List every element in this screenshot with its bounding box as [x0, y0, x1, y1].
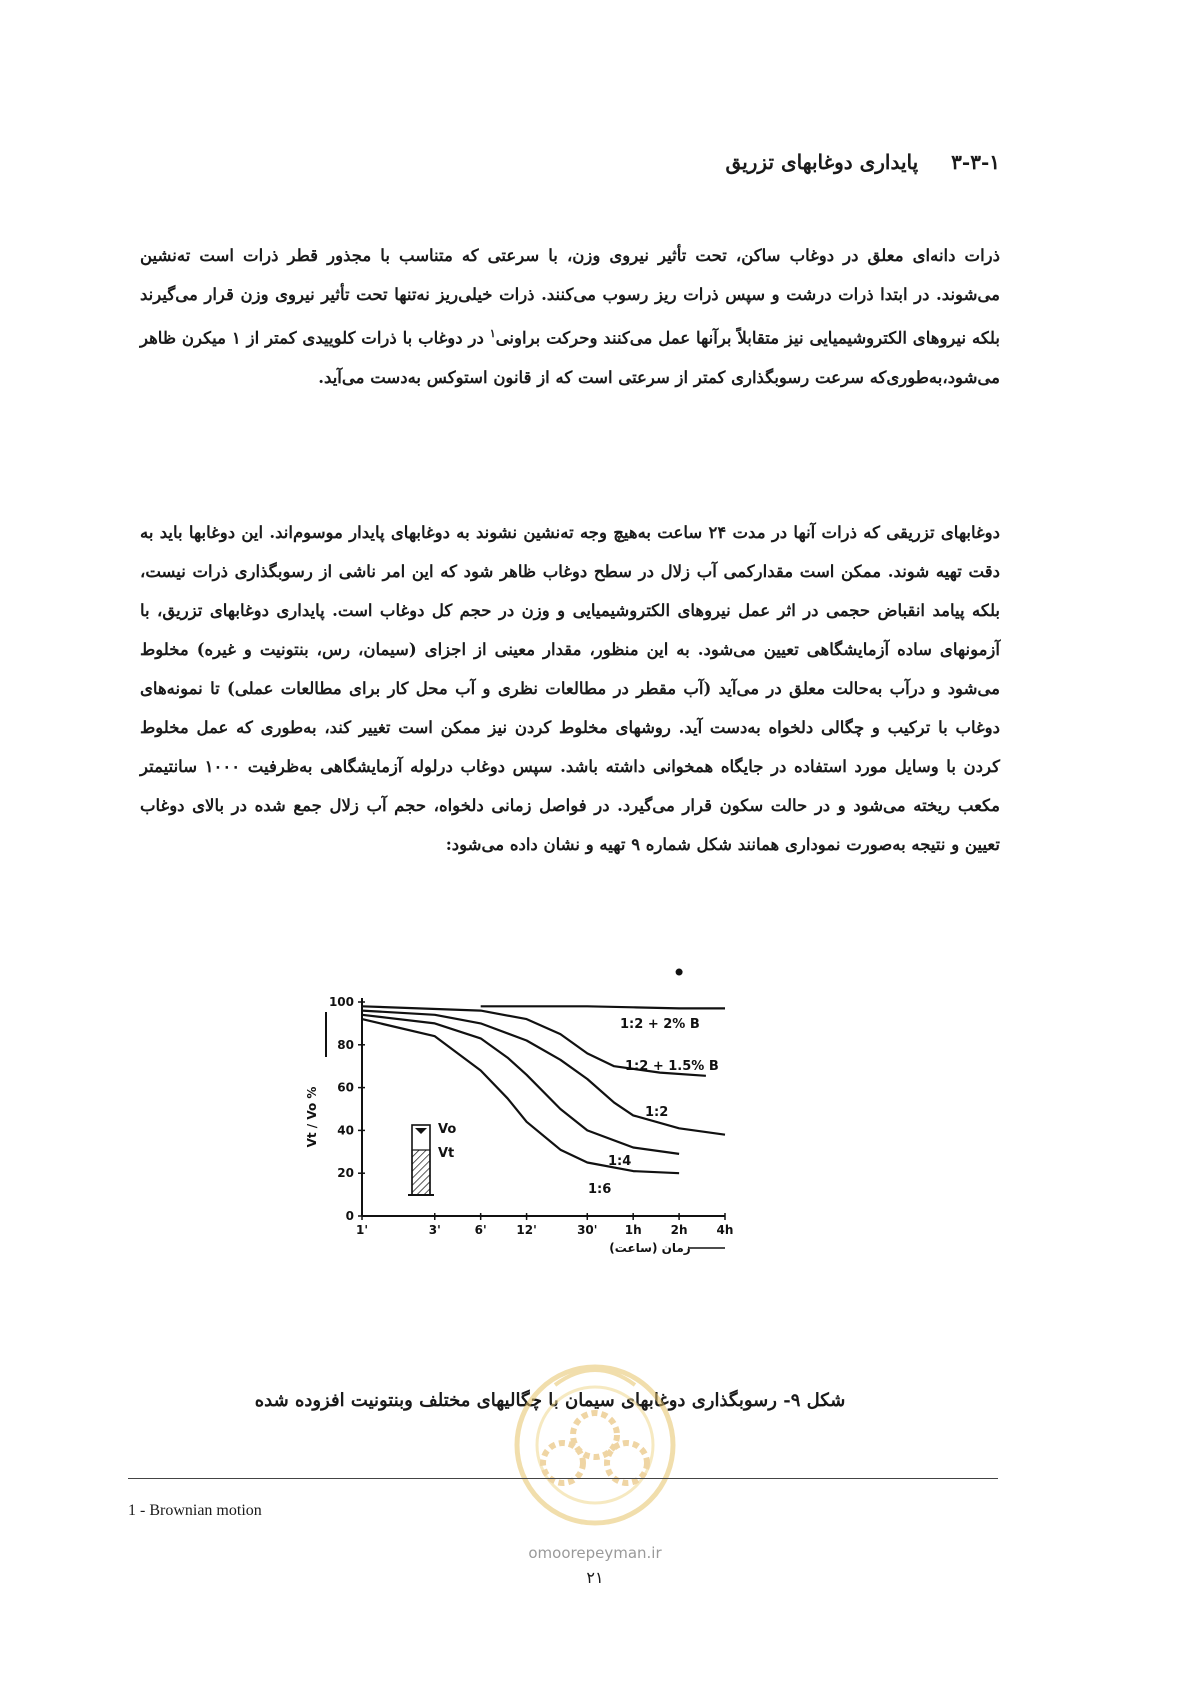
series-label-4: 1:4	[608, 1154, 632, 1169]
section-title: پایداری دوغابهای تزریق	[725, 150, 919, 174]
section-heading	[140, 150, 1000, 174]
paragraph-sedimentation	[140, 236, 1000, 397]
footnote-divider	[128, 1478, 998, 1479]
x-axis-title: زمان (ساعت)	[609, 1241, 691, 1255]
figure-caption: شکل ۹- رسوبگذاری دوغابهای سیمان با چگالیهای مختلف وبنتونیت افزوده شده	[254, 1390, 846, 1411]
series-label-1: 1:2 + 2% B	[620, 1017, 700, 1032]
paragraph-1-text: ذرات دانه‌ای معلق در دوغاب ساکن، تحت تأثیر نیروی وزن، با سرعتی که متناسب با مجذور قطر ذرات است ته‌نشین می‌شوند. در ابتدا ذرات درشت و سپس ذرات ریز رسوب می‌کنند. ذرات خیلی‌ریز نه‌تنها تحت تأثیر نیروی وزن قرار می‌گیرند بلکه نیروهای الکتروشیمیایی نیز متقابلاً برآنها عمل می‌کنند وحرکت براونی	[140, 246, 1000, 348]
y-tick-label: 80	[337, 1037, 354, 1052]
y-tick-label: 0	[345, 1209, 354, 1223]
x-tick-label: 30'	[577, 1223, 598, 1237]
y-tick-label: 60	[337, 1080, 354, 1095]
footnote: 1 - Brownian motion	[128, 1502, 262, 1519]
inset-label-vt: Vt	[438, 1146, 455, 1161]
page-number: ۲۱	[586, 1568, 604, 1587]
series-label-5: 1:6	[588, 1182, 612, 1197]
x-tick-label: 3'	[428, 1223, 441, 1237]
sedimentation-chart	[305, 980, 800, 1360]
x-tick-label: 6'	[474, 1223, 487, 1237]
annotation-dot	[676, 969, 683, 976]
x-tick-label: 1h	[624, 1223, 642, 1237]
x-tick-label: 2h	[670, 1223, 688, 1237]
watermark-url: omoorepeyman.ir	[528, 1544, 662, 1562]
series-label-2: 1:2 + 1.5% B	[625, 1059, 719, 1074]
y-tick-label: 100	[328, 995, 354, 1009]
y-tick-label: 20	[337, 1166, 354, 1181]
series-line-5	[362, 1019, 679, 1173]
settled-grout	[412, 1150, 430, 1195]
paragraph-1-text-cont: در دوغاب با ذرات کلوییدی کمتر از ۱ میکرن ظاهر می‌شود،به‌طوری‌که سرعت رسوبگذاری کمتر از سرعتی است که از قانون استوکس به‌دست می‌آید.	[140, 328, 1000, 387]
watermark-logo-icon	[495, 1345, 695, 1545]
y-axis-title: Vt / Vo %	[305, 1086, 319, 1148]
footnote-reference[interactable]: ۱	[489, 327, 496, 340]
cylinder-inset	[408, 1122, 456, 1195]
x-tick-label: 1'	[355, 1223, 369, 1237]
chart-svg	[305, 980, 800, 1360]
x-tick-label: 4h	[716, 1223, 734, 1237]
series-line-4	[362, 1015, 679, 1154]
inset-label-v0: Vo	[438, 1122, 457, 1137]
section-number: ۳-۳-۱	[951, 150, 1000, 174]
series-label-3: 1:2	[645, 1105, 669, 1120]
x-tick-label: 12'	[516, 1223, 537, 1237]
water-level-marker	[415, 1128, 427, 1134]
y-tick-label: 40	[337, 1123, 354, 1138]
series-line-1	[481, 1006, 725, 1008]
paragraph-stable-grouts: دوغابهای تزریقی که ذرات آنها در مدت ۲۴ ساعت به‌هیچ وجه ته‌نشین نشوند به دوغابهای پایدار موسوم‌اند. این دوغابها باید به دقت تهیه شوند. ممکن است مقدارکمی آب زلال در سطح دوغاب ظاهر شود که این امر ناشی از رسوبگذاری ذرات نیست، بلکه پیامد انقباض حجمی در اثر عمل نیروهای الکتروشیمیایی و وزن در حجم کل دوغاب است. پایداری دوغابهای تزریق، با آزمونهای ساده آزمایشگاهی تعیین می‌شود. به این منظور، مقدار معینی از اجزای (سیمان، رس، بنتونیت و غیره) مخلوط می‌شود و درآب به‌حالت معلق در می‌آید (آب مقطر در مطالعات نظری و آب محل کار برای مطالعات عملی) تا نمونه‌های دوغاب با ترکیب و چگالی دلخواه به‌دست آید. روشهای مخلوط کردن نیز ممکن است تغییر کند، به‌طوری که عمل مخلوط کردن با وسایل مورد استفاده در جایگاه همخوانی داشته باشد. سپس دوغاب درلوله آزمایشگاهی به‌ظرفیت ۱۰۰۰ سانتیمتر مکعب ریخته می‌شود و در حالت سکون قرار می‌گیرد. در فواصل زمانی دلخواه، حجم آب زلال جمع شده در بالای دوغاب تعیین و نتیجه به‌صورت نموداری همانند شکل شماره ۹ تهیه و نشان داده می‌شود:	[140, 523, 1000, 854]
